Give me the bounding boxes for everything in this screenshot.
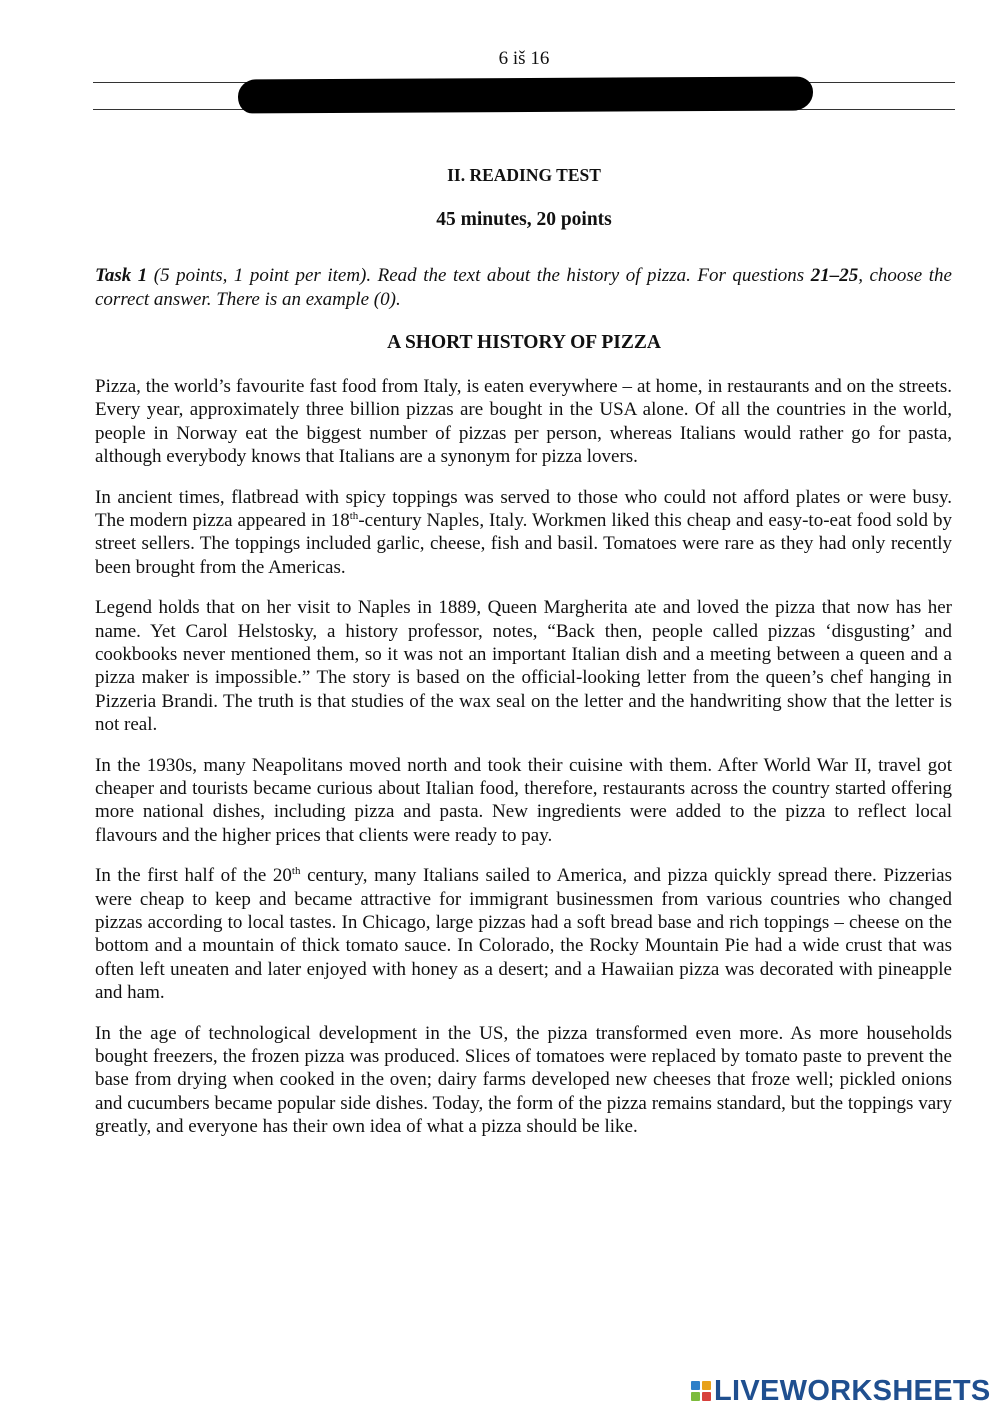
task-instruction-part1: (5 points, 1 point per item). Read the text about the history of pizza. For questions xyxy=(147,265,811,286)
article-paragraph-4: In the 1930s, many Neapolitans moved north and took their cuisine with them. After World War II, travel got cheaper and tourists became curious about Italian food, therefore, restaurants across the country started offering more national dishes, including pizza and pasta. New ingredients were added to the pizza to reflect local flavours and the higher prices that clients were ready to pay. xyxy=(95,754,952,846)
paragraph-5-text-b: century, many Italians sailed to America, and pizza quickly spread there. Pizzerias were cheap to keep and became attractive for immigrant businessmen from various countries who changed pizzas according to local tastes. In Chicago, large pizzas had a soft bread base and rich toppings – cheese on the bottom and a mountain of thick tomato sauce. In Colorado, the Rocky Mountain Pie had a wide crust that was often left uneaten and later enjoyed with honey as a desert; and a Hawaiian pizza was decorated with pineapple and ham. xyxy=(95,865,952,1003)
logo-square-4 xyxy=(702,1392,711,1401)
paragraph-2-text-b: -century Naples, Italy. Workmen liked this cheap and easy-to-eat food sold by street sellers. The toppings included garlic, cheese, fish and basil. Tomatoes were rare as they had only recently been brought from the Americas. xyxy=(95,509,953,578)
paragraph-5-ordinal: th xyxy=(291,865,301,878)
article-paragraph-1: Pizza, the world’s favourite fast food from Italy, is eaten everywhere – at home, in restaurants and on the streets. Every year, approximately three billion pizzas are bought in the USA alone. Of all the countries in the world, people in Norway eat the biggest number of pizzas per person, whereas Italians would rather go for pasta, although everybody knows that Italians are a synonym for pizza lovers. xyxy=(95,376,952,467)
question-range: 21–25 xyxy=(810,265,859,286)
article-paragraph-3: Legend holds that on her visit to Naples in 1889, Queen Margherita ate and loved the pizza that now has her name. Yet Carol Helstosky, a history professor, notes, “Back then, people called pizzas ‘disgusting’ and cookbooks never mentioned them, so it was not an important Italian dish and a meeting between a queen and a pizza maker is impossible.” The story is based on the official-looking letter from the queen’s chef hanging in Pizzeria Brandi. The truth is that studies of the wax seal on the letter and the handwriting show that the letter is not real. xyxy=(95,597,952,735)
page-number: 6 iš 16 xyxy=(498,48,550,69)
redaction-mark xyxy=(238,76,813,113)
task-instruction xyxy=(95,264,952,311)
section-title: II. READING TEST xyxy=(447,165,601,185)
liveworksheets-logo-icon xyxy=(691,1381,711,1401)
time-points: 45 minutes, 20 points xyxy=(436,209,612,230)
task-label: Task 1 xyxy=(95,265,148,286)
paragraph-5-text-a: In the first half of the 20 xyxy=(95,865,292,887)
brand-watermark xyxy=(691,1374,991,1408)
paragraph-2-text-a: In ancient times, flatbread with spicy toppings was served to those who could not afford plates or were busy. The modern pizza appeared in 18 xyxy=(95,486,952,531)
article-paragraph-2 xyxy=(95,486,952,579)
brand-text: LIVEWORKSHEETS xyxy=(714,1374,991,1407)
article-paragraph-5 xyxy=(95,864,952,1004)
logo-square-1 xyxy=(691,1381,700,1390)
logo-square-2 xyxy=(702,1381,711,1390)
article-paragraph-6: In the age of technological development in the US, the pizza transformed even more. As more households bought freezers, the frozen pizza was produced. Slices of tomatoes were replaced by tomato paste to prevent the base from drying when cooked in the oven; dairy farms developed new cheeses that froze well; pickled onions and cucumbers became popular side dishes. Today, the form of the pizza remains standard, but the toppings vary greatly, and everyone has their own idea of what a pizza should be like. xyxy=(95,1022,952,1137)
article-title: A SHORT HISTORY OF PIZZA xyxy=(387,332,661,353)
article-body xyxy=(95,375,952,1156)
paragraph-2-ordinal: th xyxy=(349,509,359,522)
logo-square-3 xyxy=(691,1392,700,1401)
task-instruction-part2: , choose the correct answer. There is an example (0). xyxy=(95,265,952,310)
